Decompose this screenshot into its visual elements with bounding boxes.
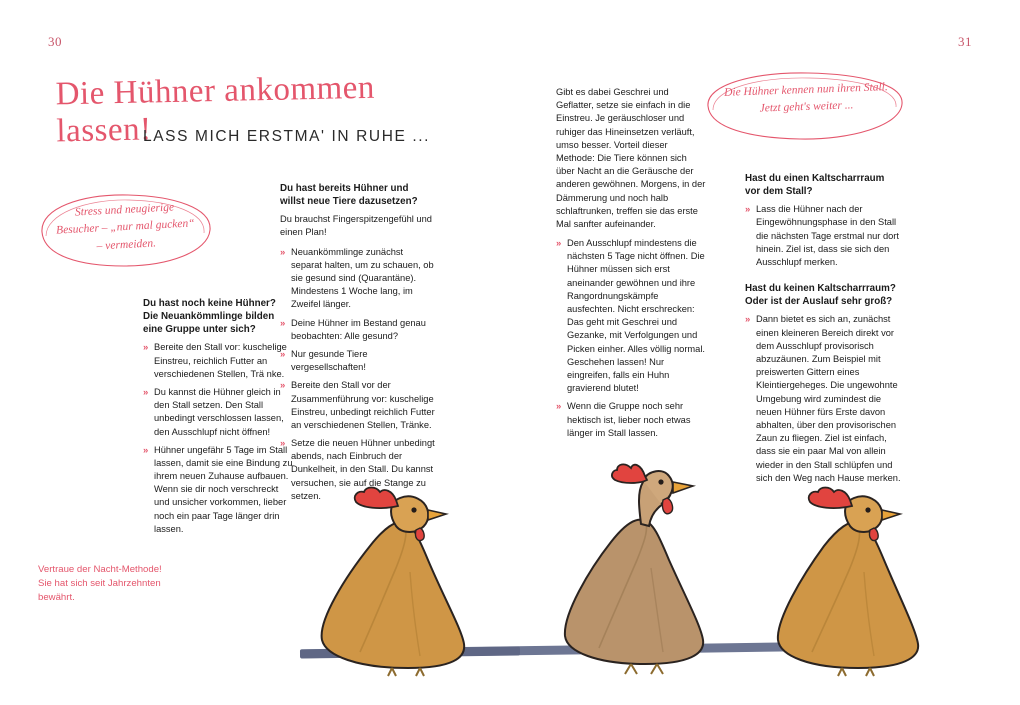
col2-list bbox=[280, 246, 435, 503]
folio-left: 30 bbox=[48, 34, 62, 49]
col3-list bbox=[556, 237, 706, 440]
col4-list-2 bbox=[745, 313, 901, 484]
handwritten-note-left bbox=[30, 186, 220, 276]
handwritten-note-left-text: Stress und neugierige Besucher – „nur mal gucken“ – vermeiden. bbox=[55, 201, 195, 253]
chicken-illustration-middle bbox=[545, 450, 750, 685]
folio-right: 31 bbox=[958, 34, 972, 49]
chicken-illustration-left bbox=[300, 480, 515, 680]
list-item: » Bereite den Stall vor der Zusammenführung vor: kuschelige Einstreu, unbedingt reichlich Futter an verschiedenen Stellen, Tränke. bbox=[280, 379, 435, 432]
text-column-4 bbox=[745, 172, 901, 490]
list-item: » Du kannst die Hühner gleich in den Stall setzen. Den Stall unbedingt verschlossen lassen, den Ausschlupf nicht öffnen! bbox=[143, 386, 293, 439]
list-item: » Wenn die Gruppe noch sehr hektisch ist, lieber noch etwas länger im Stall lassen. bbox=[556, 400, 706, 440]
margin-note: Vertraue der Nacht-Methode! Sie hat sich seit Jahrzehnten bewährt. bbox=[38, 564, 162, 603]
chicken-illustration-right bbox=[762, 480, 962, 680]
text-column-1 bbox=[143, 297, 293, 541]
col4-heading-1: Hast du einen Kaltscharrraum vor dem Stall? bbox=[745, 173, 885, 198]
col1-heading: Du hast noch keine Hühner? Die Neuankömmlinge bilden eine Gruppe unter sich? bbox=[143, 298, 276, 336]
list-item: » Setze die neuen Hühner unbedingt abends, nach Einbruch der Dunkelheit, in den Stall. Du kannst versuchen, sie auf die Stange zu setzen. bbox=[280, 437, 435, 503]
list-item: » Hühner ungefähr 5 Tage im Stall lassen, damit sie eine Bindung zu ihrem neuen Zuhause aufbauen. Wenn sie dir noch verschreckt und unsicher vorkommen, lieber noch ein paar Tage länger drin lassen. bbox=[143, 444, 293, 536]
col2-intro: Du brauchst Fingerspitzengefühl und einen Plan! bbox=[280, 214, 432, 238]
handwritten-note-right-text: Die Hühner kennen nun ihren Stall. Jetzt geht's weiter ... bbox=[723, 81, 888, 115]
page-title: Die Hühner ankommen lassen! bbox=[55, 69, 376, 150]
list-item: » Neuankömmlinge zunächst separat halten, um zu schauen, ob sie gesund sind (Quarantäne). Mindestens 1 Woche lang, im Zweifel länger. bbox=[280, 246, 435, 312]
list-item: » Deine Hühner im Bestand genau beobachten: Alle gesund? bbox=[280, 317, 435, 343]
col4-list-1 bbox=[745, 203, 901, 269]
page-subtitle: LASS MICH ERSTMA' IN RUHE ... bbox=[143, 128, 431, 145]
list-item: » Dann bietet es sich an, zunächst einen kleineren Bereich direkt vor dem Ausschlupf provisorisch abzuzäunen. Zum Beispiel mit preiswerten Gittern eines Kleintiergeheges. Die ungewohnte Umgebung wird zumindest die neuen Hühner fürs Erste davon abhalten, über den provisorischen Zaun zu fliegen. Ziel ist einfach, dass sie ein paar Mal von allein wieder in den Stall schlüpfen und sich den Weg nach Hause merken. bbox=[745, 313, 901, 484]
col2-heading: Du hast bereits Hühner und willst neue Tiere dazusetzen? bbox=[280, 183, 418, 208]
col1-list bbox=[143, 341, 293, 536]
col4-heading-2: Hast du keinen Kaltscharrraum? Oder ist der Auslauf sehr groß? bbox=[745, 283, 896, 308]
handwritten-note-right bbox=[700, 68, 910, 148]
list-item: » Bereite den Stall vor: kuschelige Einstreu, reichlich Futter an verschiedenen Stellen, Trä nke. bbox=[143, 341, 293, 381]
list-item: » Lass die Hühner nach der Eingewöhnungsphase in den Stall die nächsten Tage erstmal nur dort hinein. Ziel ist, dass sie sich den Ausschlupf merken. bbox=[745, 203, 901, 269]
list-item: » Nur gesunde Tiere vergesellschaften! bbox=[280, 348, 435, 374]
text-column-2 bbox=[280, 182, 435, 508]
col3-intro: Gibt es dabei Geschrei und Geflatter, setze sie einfach in die Einstreu. Je geräuschloser und ruhiger das Hineinsetzen verläuft, umso besser. Vorteil dieser Methode: Die Tiere können sich über Nacht an die Geräusche der anderen gewöhnen. Morgens, in der Dämmerung und noch halb schlaftrunken, treffen sie das erste Mal sanfter aufeinander. bbox=[556, 87, 706, 229]
text-column-3 bbox=[556, 86, 706, 445]
list-item: » Den Ausschlupf mindestens die nächsten 5 Tage nicht öffnen. Die Hühner müssen sich erst aneinander gewöhnen und ihre Rangordnungskämpfe ausfechten. Nicht erschrecken: Das geht mit Geschrei und Gezanke, mit Verfolgungen und Picken einher. Alles völlig normal. Geschehen lassen! Nur eingreifen, falls ein Huhn gravierend blutet! bbox=[556, 237, 706, 395]
